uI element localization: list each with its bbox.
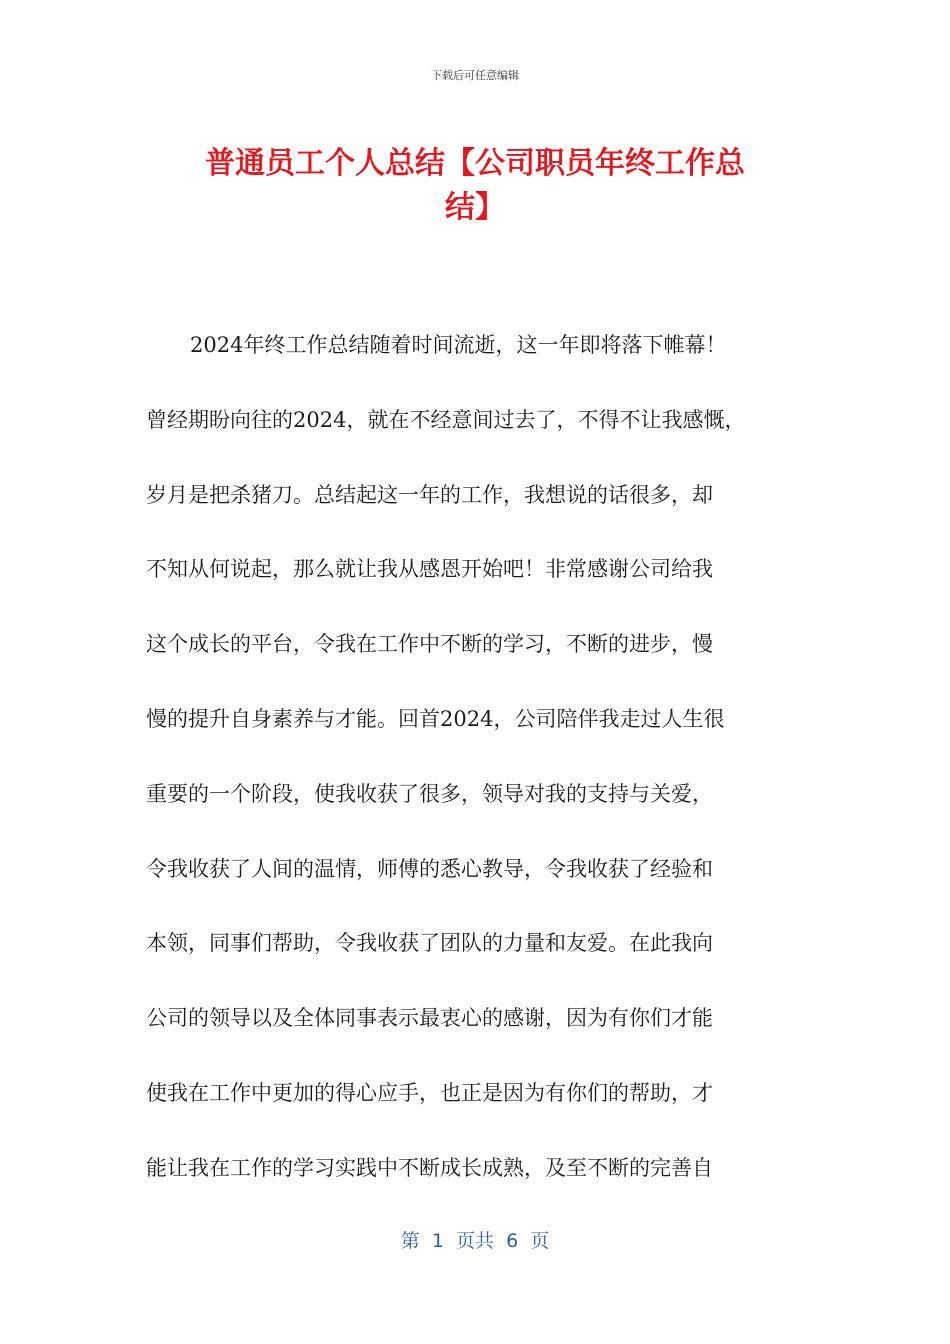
- body-line: 岁月是把杀猪刀。总结起这一年的工作，我想说的话很多，却: [146, 482, 713, 507]
- body-line: 不知从何说起，那么就让我从感恩开始吧！非常感谢公司给我: [146, 557, 713, 582]
- body-line: 使我在工作中更加的得心应手，也正是因为有你们的帮助，才: [146, 1080, 713, 1105]
- body-line: 公司的领导以及全体同事表示最衷心的感谢，因为有你们才能: [146, 1006, 713, 1031]
- body-line: 2024年终工作总结随着时间流逝，这一年即将落下帷幕！: [190, 333, 727, 357]
- body-line: 重要的一个阶段，使我收获了很多，领导对我的支持与关爱，: [146, 781, 713, 806]
- body-line: 令我收获了人间的温情，师傅的悉心教导，令我收获了经验和: [146, 856, 713, 881]
- title-line-1: 普通员工个人总结【公司职员年终工作总: [205, 146, 745, 181]
- body-line: 这个成长的平台，令我在工作中不断的学习，不断的进步，慢: [146, 632, 713, 657]
- header-note: 下载后可任意编辑: [431, 69, 519, 82]
- page-number-footer: 第 1 页共 6 页: [400, 1230, 550, 1252]
- document-title: [160, 142, 790, 230]
- body-line: 能让我在工作的学习实践中不断成长成熟，及至不断的完善自: [146, 1155, 713, 1180]
- body-line: 本领，同事们帮助，令我收获了团队的力量和友爱。在此我向: [146, 931, 713, 956]
- body-line: 慢的提升自身素养与才能。回首2024，公司陪伴我走过人生很: [146, 706, 725, 731]
- body-paragraph: [146, 327, 826, 1225]
- title-line-2: 结】: [445, 190, 505, 225]
- body-line: 曾经期盼向往的2024，就在不经意间过去了，不得不让我感慨，: [146, 407, 746, 432]
